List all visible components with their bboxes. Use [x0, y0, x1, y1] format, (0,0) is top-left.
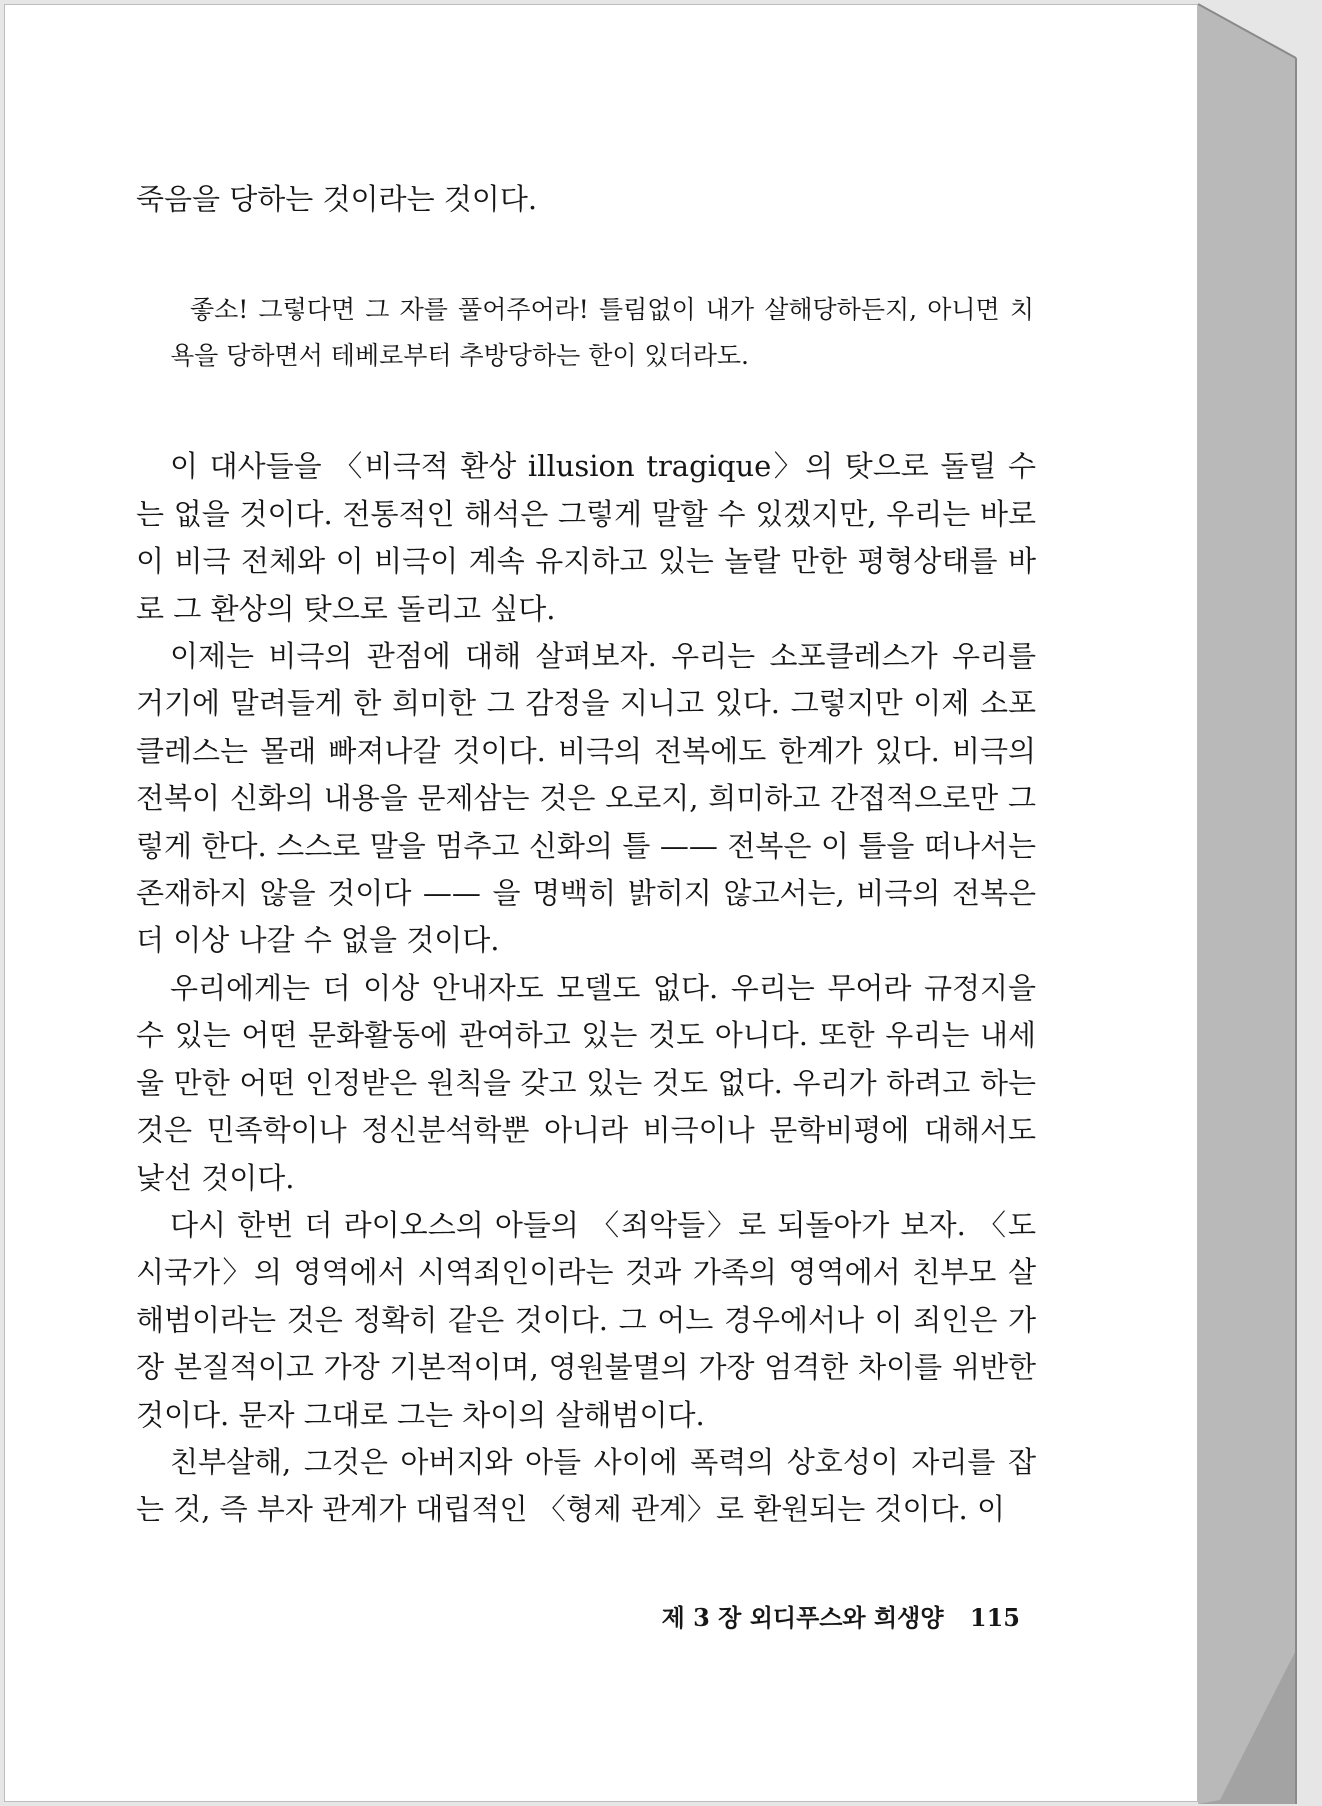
- page-number: 115: [969, 1603, 1020, 1632]
- paragraph-continuation: 죽음을 당하는 것이라는 것이다.: [136, 182, 538, 216]
- body-paragraph-5: 친부살해, 그것은 아버지와 아들 사이에 폭력의 상호성이 자리를 잡는 것, 즉 부자 관계가 대립적인 〈형제 관계〉로 환원되는 것이다. 이: [136, 1444, 1036, 1527]
- body-paragraph-4: 다시 한번 더 라이오스의 아들의 〈죄악들〉로 되돌아가 보자. 〈도시국가〉의 영역에서 시역죄인이라는 것과 가족의 영역에서 친부모 살해범이라는 것은 정확히 같은 것이다. 그 어느 경우에서나 이 죄인은 가장 본질적이고 가장 기본적이며, 영원불멸의 가장 엄격한 차이를 위반한 것이다. 문자 그대로 그는 차이의 살해범이다.: [136, 1207, 1036, 1432]
- block-quote: 좋소! 그렇다면 그 자를 풀어주어라! 틀림없이 내가 살해당하든지, 아니면 치욕을 당하면서 테베로부터 추방당하는 한이 있더라도.: [170, 295, 1034, 371]
- running-footer: [660, 1598, 1020, 1633]
- body-paragraph-2: 이제는 비극의 관점에 대해 살펴보자. 우리는 소포클레스가 우리를 거기에 말려들게 한 희미한 그 감정을 지니고 있다. 그렇지만 이제 소포클레스는 몰래 빠져나갈 것이다. 비극의 전복에도 한계가 있다. 비극의 전복이 신화의 내용을 문제삼는 것은 오로지, 희미하고 간접적으로만 그렇게 한다. 스스로 말을 멈추고 신화의 틀 —— 전복은 이 틀을 떠나서는 존재하지 않을 것이다 —— 을 명백히 밝히지 않고서는, 비극의 전복은 더 이상 나갈 수 없을 것이다.: [136, 639, 1036, 958]
- body-paragraph-3: 우리에게는 더 이상 안내자도 모델도 없다. 우리는 무어라 규정지을 수 있는 어떤 문화활동에 관여하고 있는 것도 아니다. 또한 우리는 내세울 만한 어떤 인정받은 원칙을 갖고 있는 것도 없다. 우리가 하려고 하는 것은 민족학이나 정신분석학뿐 아니라 비극이나 문학비평에 대해서도 낯선 것이다.: [136, 970, 1036, 1195]
- page-text: [136, 176, 1036, 1534]
- book-side-face: [1198, 4, 1296, 1804]
- chapter-title: 제 3 장 외디푸스와 희생양: [661, 1603, 944, 1632]
- body-paragraph-1: 이 대사들을 〈비극적 환상 illusion tragique〉의 탓으로 돌릴 수는 없을 것이다. 전통적인 해석은 그렇게 말할 수 있겠지만, 우리는 바로 이 비극 전체와 이 비극이 계속 유지하고 있는 놀랄 만한 평형상태를 바로 그 환상의 탓으로 돌리고 싶다.: [136, 449, 1036, 626]
